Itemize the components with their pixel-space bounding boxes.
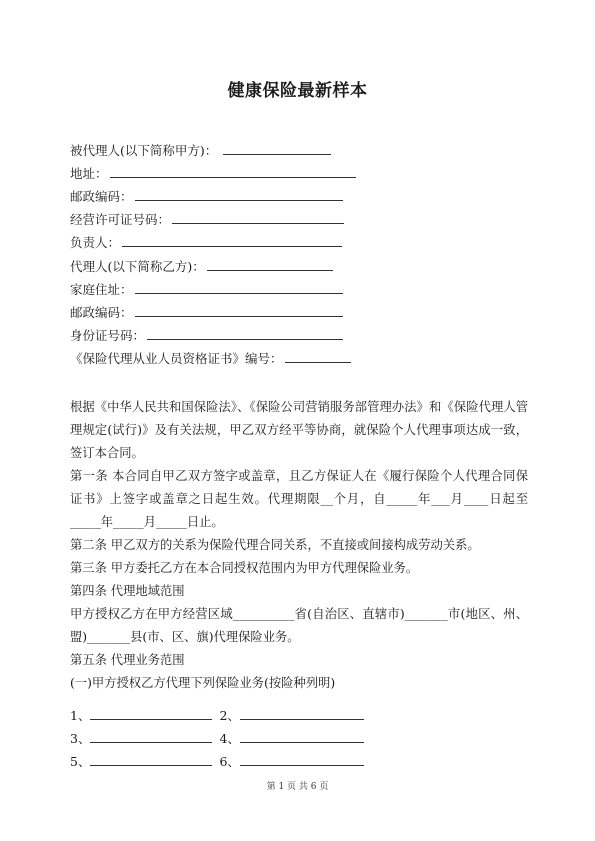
list-item [70,752,364,770]
field-license-number [70,211,344,228]
field-person-in-charge [70,234,342,251]
field-postcode-2 [70,304,343,321]
field-label: 邮政编码： [70,305,133,320]
blank-line [285,350,351,363]
document-title: 健康保险最新样本 [227,81,368,101]
list-item [70,729,364,747]
paragraph-article-4-heading: 第四条 代理地域范围 [70,584,185,598]
blank-line [135,304,343,317]
paragraph-article-5-sub: (一)甲方授权乙方代理下列保险业务(按险种列明) [70,676,336,690]
blank-line [147,327,343,340]
paragraph-article-1: 第一条 本合同自甲乙双方签字或盖章，且乙方保证人在《履行保险个人代理合同保证书》上签字或盖章之日起生效。代理期限__个月，自_____年___月____日起至_____年_____月_____日止。 [70,469,528,529]
field-principal [70,142,331,159]
field-label: 代理人(以下简称乙方)： [70,259,205,274]
field-certificate-number [70,350,351,367]
field-label: 身份证号码： [70,328,146,343]
blank-line [135,188,343,201]
page-footer: 第 1 页 共 6 页 [266,782,329,792]
field-postcode [70,188,343,205]
blank-line [223,142,331,155]
item-number: 1、 [70,708,91,723]
paragraph-article-5-heading: 第五条 代理业务范围 [70,653,185,667]
item-number: 3、 [70,731,91,746]
item-number: 2、 [219,708,240,723]
field-label: 地址： [70,166,108,181]
list-item [70,706,364,724]
paragraph-preamble: 根据《中华人民共和国保险法》、《保险公司营销服务部管理办法》和《保险代理人管理规定(试行)》及有关法规，甲乙双方经平等协商，就保险个人代理事项达成一致，签订本合同。 [70,400,528,460]
blank-line [240,730,364,743]
field-label: 《保险代理从业人员资格证书》编号： [70,351,283,366]
item-number: 6、 [219,754,240,769]
field-label: 经营许可证号码： [70,212,171,227]
blank-line [110,165,356,178]
blank-line [135,281,343,294]
contract-body [70,396,528,695]
field-home-address [70,281,343,298]
field-label: 邮政编码： [70,189,133,204]
field-label: 家庭住址： [70,282,133,297]
field-label: 被代理人(以下简称甲方)： [70,143,218,158]
item-number: 5、 [70,754,91,769]
blank-line [240,707,364,720]
paragraph-article-2: 第二条 甲乙双方的关系为保险代理合同关系，不直接或间接构成劳动关系。 [70,538,480,552]
field-agent [70,258,333,275]
blank-line [172,211,344,224]
field-label: 负责人： [70,235,121,250]
paragraph-article-3: 第三条 甲方委托乙方在本合同授权范围内为甲方代理保险业务。 [70,561,419,575]
blank-line [207,258,333,271]
blank-line [90,730,212,743]
blank-line [240,753,364,766]
paragraph-article-4-body: 甲方授权乙方在甲方经营区域__________省(自治区、直辖市)_______市(地区、州、盟)_______县(市、区、旗)代理保险业务。 [70,607,528,644]
field-address [70,165,356,182]
field-id-number [70,327,343,344]
blank-line [122,234,342,247]
item-number: 4、 [219,731,240,746]
blank-line [90,707,212,720]
blank-line [90,753,212,766]
